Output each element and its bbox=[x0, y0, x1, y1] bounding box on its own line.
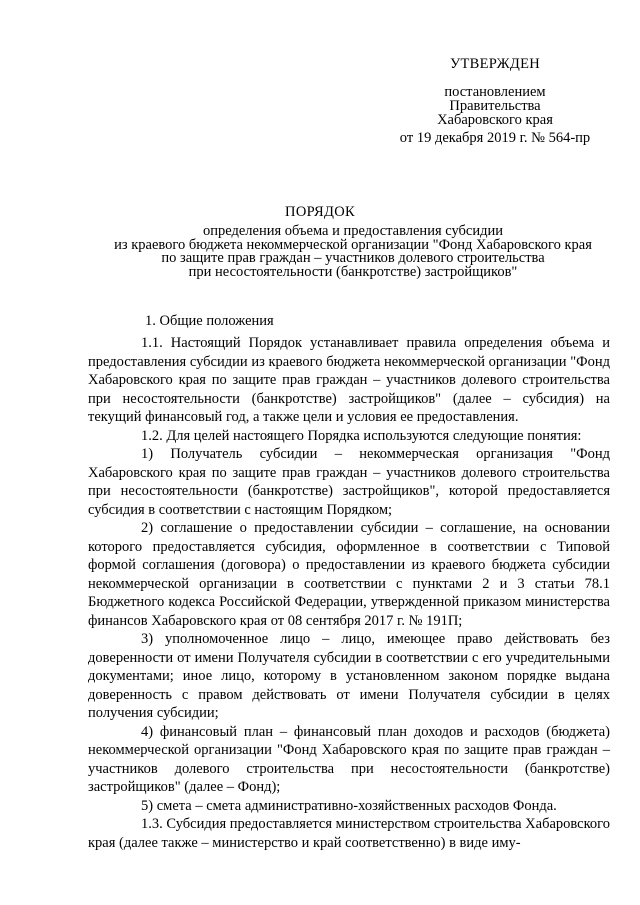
paragraph: 2) соглашение о предоставлении субсидии – соглашение, на основании которого предоставляется субсидия, оформленное в соответствии с Типовой формой соглашения (договора) о предоставлении из краевого бюджета субсидии некоммерческой организации в соответствии с пунктами 2 и 3 статьи 78.1 Бюджетного кодекса Российской Федерации, утвержденной приказом министерства финансов Хабаровского края от 08 сентября 2017 г. № 191П; bbox=[88, 520, 610, 629]
paragraph: 3) уполномоченное лицо – лицо, имеющее право действовать без доверенности от имени Получателя субсидии в соответствии с его учредительными документами; иное лицо, которому в установленном законом порядке выдана доверенность с правом действовать от имени Получателя субсидии в целях получения субсидии; bbox=[88, 631, 610, 721]
approval-date-line: от 19 декабря 2019 г. № 564-пр bbox=[399, 130, 591, 146]
paragraph: 1.1. Настоящий Порядок устанавливает правила определения объема и предоставления субсидии из краевого бюджета некоммерческой организации "Фонд Хабаровского края по защите прав граждан – участников долевого строительства при несостоятельности (банкротстве) застройщиков" (далее – субсидия) на текущий финансовый год, а также цели и условия ее предоставления. bbox=[88, 335, 610, 425]
approval-line: Хабаровского края bbox=[437, 112, 553, 128]
document-title: ПОРЯДОК bbox=[285, 204, 355, 220]
document-subtitle bbox=[88, 225, 618, 279]
approval-line: постановлением bbox=[444, 84, 546, 100]
subtitle-line: по защите прав граждан – участников долевого строительства bbox=[161, 250, 545, 266]
approval-title: УТВЕРЖДЕН bbox=[449, 56, 541, 72]
approval-line: Правительства bbox=[449, 98, 541, 114]
paragraph: 1.3. Субсидия предоставляется министерством строительства Хабаровского края (далее также – министерство и край соответственно) в виде иму- bbox=[88, 816, 610, 851]
paragraph: 5) смета – смета административно-хозяйственных расходов Фонда. bbox=[141, 797, 557, 814]
subtitle-line: определения объема и предоставления субсидии bbox=[202, 223, 504, 239]
subtitle-line: при несостоятельности (банкротстве) застройщиков" bbox=[188, 263, 518, 280]
subtitle-line: из краевого бюджета некоммерческой организации "Фонд Хабаровского края bbox=[114, 236, 592, 253]
section-heading: 1. Общие положения bbox=[145, 313, 274, 329]
paragraph: 1) Получатель субсидии – некоммерческая организация "Фонд Хабаровского края по защите прав граждан – участников долевого строительства при несостоятельности (банкротстве) застройщиков", которой предоставляется субсидия в соответствии с настоящим Порядком; bbox=[88, 446, 610, 518]
document-body bbox=[88, 334, 610, 852]
paragraph: 4) финансовый план – финансовый план доходов и расходов (бюджета) некоммерческой организации "Фонд Хабаровского края по защите прав граждан – участников долевого строительства при несостоятельности (банкротстве) застройщиков" (далее – Фонд); bbox=[88, 723, 610, 795]
paragraph: 1.2. Для целей настоящего Порядка используются следующие понятия: bbox=[141, 427, 582, 444]
approval-block bbox=[380, 57, 610, 145]
